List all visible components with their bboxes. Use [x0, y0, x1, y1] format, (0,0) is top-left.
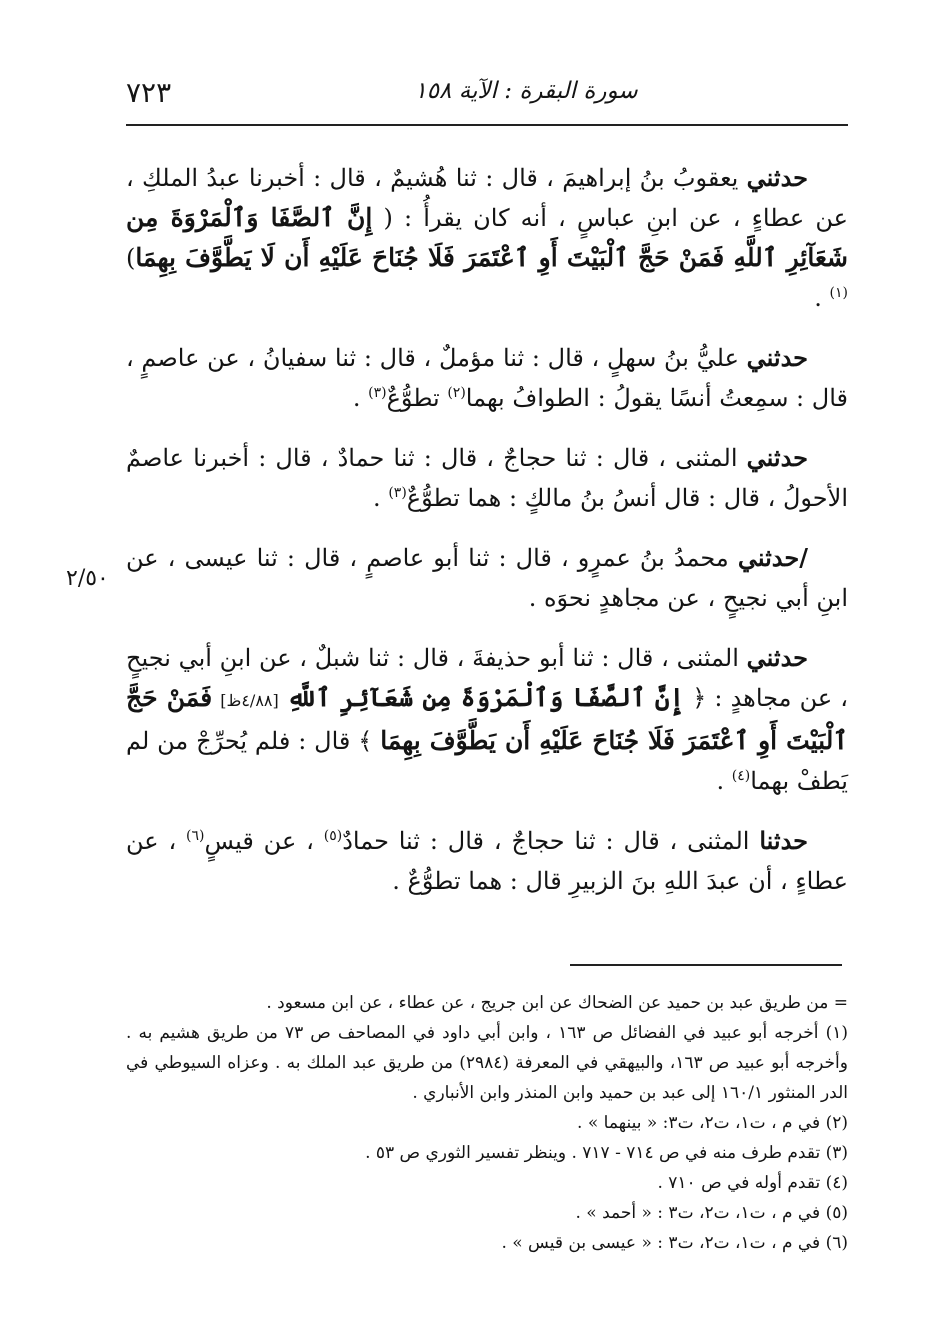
footnote-marker: (٣) — [388, 485, 407, 501]
page-header — [126, 74, 848, 118]
footnote-marker: (٢) — [447, 385, 466, 401]
paragraph-lead: حدثني — [746, 343, 808, 372]
paragraph-text-2: تطوُّعٌ — [386, 384, 448, 412]
paragraph-end: . — [352, 384, 369, 412]
running-head: سورة البقرة : الآية ١٥٨ — [414, 78, 638, 104]
margin-reference: ٢/٥٠ — [66, 566, 109, 591]
paragraph-lead: حدثني — [746, 643, 808, 672]
paragraph-text: عليُّ بنُ سهلٍ ، قال : ثنا مؤملٌ ، قال : ثنا سفيانُ ، عن عاصمٍ ، قال : سمِعتُ أنسًا يقولُ : الطوافُ بهما — [126, 344, 848, 412]
paragraph-text: المثنى ، قال : ثنا أبو حذيفةَ ، قال : ثنا شبلٌ ، عن ابنِ أبي نجيحٍ ، عن مجاهدٍ : ﴿ — [126, 644, 848, 712]
paragraph-text: المثنى ، قال : ثنا حجاجٌ ، قال : ثنا حمادٌ ، قال : أخبرنا عاصمٌ الأحولُ ، قال : قال أنسُ بنُ مالكٍ : هما تطوُّعٌ — [126, 444, 848, 512]
paragraph-lead: حدثني — [746, 443, 808, 472]
paragraph-text-2: ، عن قيسٍ — [204, 827, 324, 855]
footnote-5: (٥) في م ، ت١، ت٢، ت٣ : « أحمد » . — [575, 1203, 848, 1223]
paragraph-6 — [126, 821, 848, 901]
paragraph-text: يعقوبُ بنُ إبراهيمَ ، قال : ثنا هُشيمٌ ، قال : أخبرنا عبدُ الملكِ ، عن عطاءٍ ، عن ابنِ عباسٍ ، أنه كان يقرأُ : ( — [126, 164, 848, 232]
paragraph-4 — [126, 538, 848, 618]
quran-quote: إِنَّ ٱلصَّفَا وَٱلْمَرْوَةَ مِن شَعَآئِرِ ٱللَّهِ — [286, 683, 685, 712]
footnote-3: (٣) تقدم طرف منه في ص ٧١٤ - ٧١٧ . وينظر تفسير الثوري ص ٥٣ . — [365, 1143, 848, 1163]
main-text — [126, 158, 848, 921]
footnote-marker: (١) — [829, 285, 848, 301]
paragraph-text: المثنى ، قال : ثنا حجاجٌ ، قال : ثنا حمادٌ — [342, 827, 750, 855]
paragraph-lead: حدثنا — [759, 826, 808, 855]
paragraph-end: . — [373, 484, 389, 512]
paragraph-text: محمدُ بنُ عمرٍو ، قال : ثنا أبو عاصمٍ ، قال : ثنا عيسى ، عن ابنِ أبي نجيحٍ ، عن مجاهدٍ نحوَه . — [126, 544, 848, 612]
page-number: ٧٢٣ — [126, 76, 172, 109]
footnote-marker: (٣) — [368, 385, 387, 401]
paragraph-end: . — [814, 284, 830, 312]
quran-quote-2: فَمَنْ حَجَّ ٱلْبَيْتَ أَوِ ٱعْتَمَرَ فَلَا جُنَاحَ عَلَيْهِ أَن يَطَّوَّفَ بِهِمَا — [126, 683, 848, 755]
paragraph-lead: /حدثني — [737, 543, 808, 572]
paragraph-2 — [126, 338, 848, 418]
footnote-continuation: = من طريق عبد بن حميد عن الضحاك عن ابن جريج ، عن عطاء ، عن ابن مسعود . — [266, 993, 848, 1013]
header-rule — [126, 124, 848, 126]
footnote-4: (٤) تقدم أوله في ص ٧١٠ . — [657, 1173, 848, 1193]
footnote-separator — [570, 964, 842, 966]
paragraph-lead: حدثني — [746, 163, 808, 192]
paragraph-end: . — [716, 767, 732, 795]
paragraph-text-after: ) — [126, 244, 136, 272]
footnote-marker: (٥) — [323, 828, 343, 844]
paragraph-5 — [126, 638, 848, 801]
footnotes — [126, 988, 848, 1258]
manuscript-folio-ref: [٤/٨٨ظ] — [220, 691, 279, 710]
quran-quote: إِنَّ ٱلصَّفَا وَٱلْمَرْوَةَ مِن شَعَآئِرِ ٱللَّهِ فَمَنْ حَجَّ ٱلْبَيْتَ أَوِ ٱعْتَمَرَ فَلَا جُنَاحَ عَلَيْهِ أَن لَا يَطَّوَّفَ بِهِمَا — [126, 203, 848, 272]
footnote-1: (١) أخرجه أبو عبيد في الفضائل ص ١٦٣ ، وابن أبي داود في المصاحف ص ٧٣ من طريق هشيم به . وأخرجه أبو عبيد ص ١٦٣، والبيهقي في المعرفة (٢٩٨٤) من طريق عبد الملك به . وعزاه السيوطي في الدر المنثور ١٦٠/١ إلى عبد بن حميد وابن المنذر وابن الأنباري . — [126, 1023, 848, 1103]
footnote-marker: (٦) — [186, 828, 205, 844]
paragraph-text-3: ، عن عطاءٍ ، أن عبدَ اللهِ بنَ الزبيرِ قال : هما تطوُّعٌ . — [126, 827, 848, 895]
footnote-6: (٦) في م ، ت١، ت٢، ت٣ : « عيسى بن قيس » . — [501, 1233, 848, 1253]
paragraph-1 — [126, 158, 848, 318]
footnote-marker: (٤) — [731, 768, 751, 784]
paragraph-text-2: ﴾ قال : فلم يُحرِّجْ من لم يَطفْ بهما — [126, 727, 848, 795]
paragraph-3 — [126, 438, 848, 518]
footnote-2: (٢) في م ، ت١، ت٢، ت٣: « بينهما » . — [577, 1113, 848, 1133]
